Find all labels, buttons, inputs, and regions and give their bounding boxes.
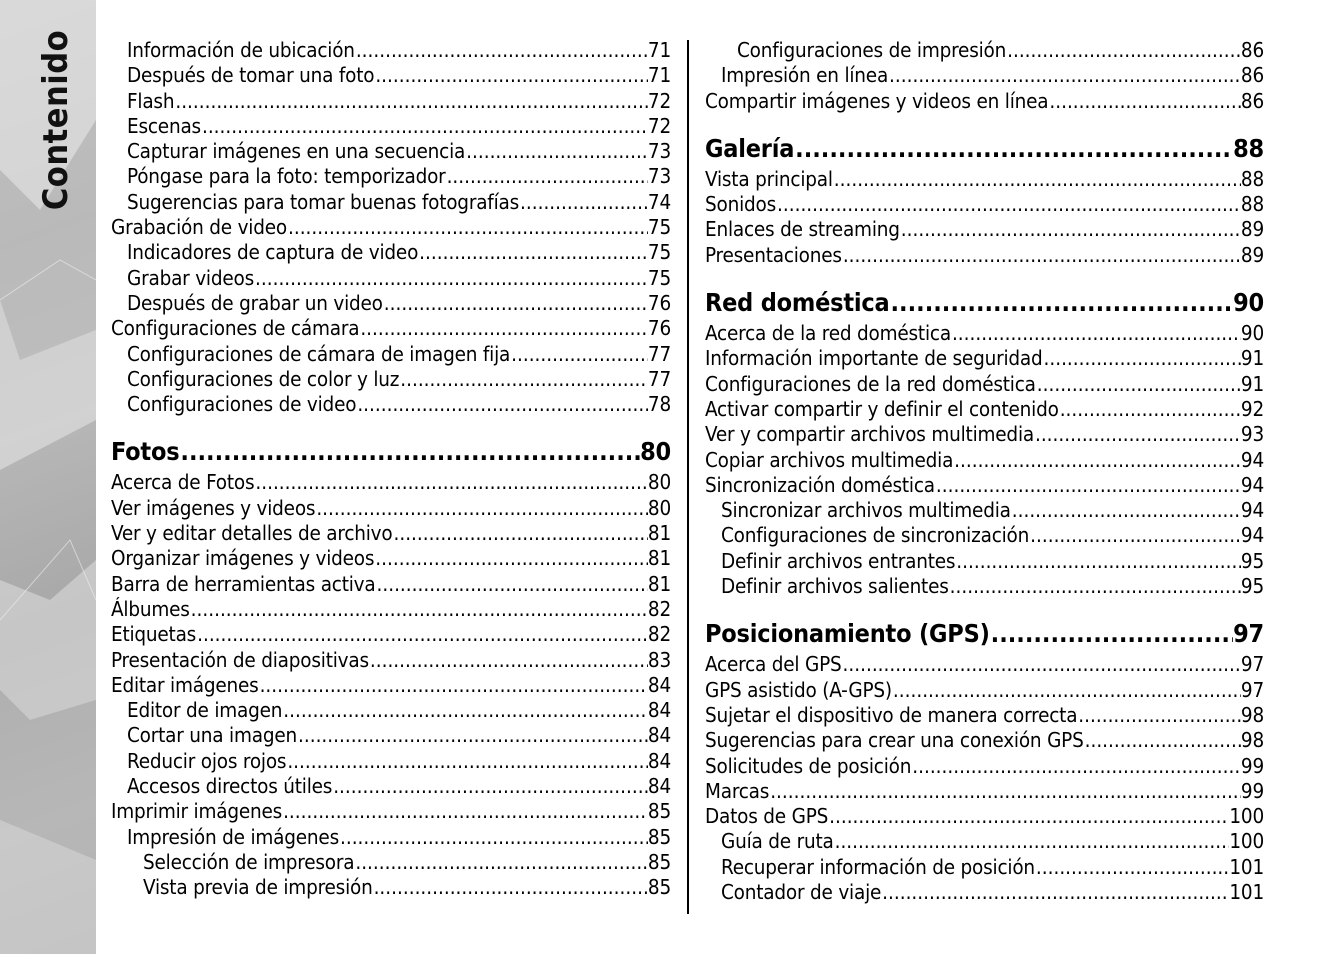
toc-leader-dots — [174, 89, 648, 114]
toc-leader-dots — [465, 139, 648, 164]
toc-leader-dots — [892, 678, 1241, 703]
toc-page-number: 76 — [647, 316, 671, 341]
toc-leader-dots — [519, 190, 648, 215]
toc-entry[interactable] — [705, 754, 1264, 779]
toc-entry[interactable] — [705, 523, 1264, 548]
toc-page-number: 94 — [1240, 447, 1264, 472]
toc-entry[interactable] — [705, 63, 1264, 88]
toc-page-number: 86 — [1240, 88, 1264, 113]
toc-page-number: 90 — [1240, 321, 1264, 346]
toc-entry-title: Red doméstica — [705, 288, 890, 318]
toc-page-number: 73 — [647, 139, 671, 164]
toc-leader-dots — [282, 698, 648, 723]
toc-page-number: 81 — [647, 521, 671, 546]
toc-leader-dots — [1029, 523, 1241, 548]
toc-leader-dots — [888, 63, 1241, 88]
toc-entry-title: Grabación de video — [111, 215, 287, 240]
toc-left-column — [111, 38, 671, 901]
toc-leader-dots — [1035, 855, 1229, 880]
toc-entry[interactable] — [111, 774, 671, 799]
toc-page-number: 71 — [647, 63, 671, 88]
toc-entry[interactable] — [111, 392, 671, 417]
toc-entry-title: Datos de GPS — [705, 804, 829, 829]
toc-entry-title: Configuraciones de cámara — [111, 316, 360, 341]
toc-page-number: 80 — [647, 470, 671, 495]
toc-entry-title: Galería — [705, 133, 795, 163]
toc-page-number: 88 — [1233, 133, 1264, 163]
toc-entry[interactable] — [111, 114, 671, 139]
toc-page-number: 75 — [647, 240, 671, 265]
toc-leader-dots — [282, 799, 648, 824]
toc-entry-title: Sonidos — [705, 192, 777, 217]
toc-page-number: 82 — [647, 622, 671, 647]
toc-entry-title: Configuraciones de video — [127, 392, 357, 417]
toc-entry[interactable] — [111, 139, 671, 164]
toc-entry-title: Póngase para la foto: temporizador — [127, 164, 446, 189]
toc-leader-dots — [951, 321, 1241, 346]
toc-entry-title: Imprimir imágenes — [111, 799, 283, 824]
toc-page-number: 85 — [647, 849, 671, 874]
toc-leader-dots — [1036, 372, 1241, 397]
toc-page-number: 95 — [1240, 574, 1264, 599]
toc-entry[interactable] — [705, 880, 1264, 905]
toc-leader-dots — [881, 880, 1229, 905]
toc-page-number: 97 — [1240, 652, 1264, 677]
toc-page-number: 94 — [1240, 498, 1264, 523]
toc-page-number: 99 — [1240, 753, 1264, 778]
toc-leader-dots — [355, 38, 648, 63]
toc-entry[interactable] — [705, 779, 1264, 804]
toc-leader-dots — [254, 470, 648, 495]
toc-leader-dots — [900, 217, 1241, 242]
toc-leader-dots — [373, 875, 648, 900]
toc-leader-dots — [376, 572, 648, 597]
toc-entry[interactable] — [705, 243, 1264, 268]
toc-entry[interactable] — [111, 875, 671, 900]
toc-page-number: 81 — [647, 571, 671, 596]
toc-entry[interactable] — [111, 291, 671, 316]
toc-page-number: 74 — [647, 189, 671, 214]
toc-page-number: 100 — [1229, 829, 1264, 854]
toc-page-number: 77 — [647, 341, 671, 366]
toc-leader-dots — [1043, 346, 1241, 371]
toc-entry-title: Indicadores de captura de video — [127, 240, 419, 265]
toc-leader-dots — [196, 622, 648, 647]
toc-section-heading[interactable] — [111, 435, 671, 470]
toc-entry-title: Barra de herramientas activa — [111, 571, 376, 596]
toc-section-heading[interactable] — [705, 617, 1264, 652]
toc-leader-dots — [374, 63, 648, 88]
toc-page-number: 82 — [647, 596, 671, 621]
toc-entry[interactable] — [705, 167, 1264, 192]
toc-page-number: 97 — [1240, 677, 1264, 702]
toc-entry[interactable] — [111, 316, 671, 341]
toc-entry[interactable] — [111, 496, 671, 521]
toc-entry[interactable] — [705, 473, 1264, 498]
toc-page-number: 92 — [1240, 396, 1264, 421]
toc-page-number: 83 — [647, 647, 671, 672]
toc-entry-title: Configuraciones de cámara de imagen fija — [127, 341, 511, 366]
toc-entry[interactable] — [111, 723, 671, 748]
toc-entry[interactable] — [111, 63, 671, 88]
toc-entry[interactable] — [111, 572, 671, 597]
toc-entry[interactable] — [111, 825, 671, 850]
toc-entry-title: Posicionamiento (GPS) — [705, 619, 990, 649]
toc-leader-dots — [315, 496, 648, 521]
toc-page-number: 89 — [1240, 217, 1264, 242]
toc-entry-title: Configuraciones de impresión — [737, 38, 1007, 62]
toc-page-number: 71 — [647, 38, 671, 62]
toc-page-number: 78 — [647, 392, 671, 417]
toc-entry-title: Escenas — [127, 113, 201, 138]
toc-entry[interactable] — [705, 217, 1264, 242]
toc-entry[interactable] — [705, 549, 1264, 574]
toc-entry-title: Solicitudes de posición — [705, 753, 912, 778]
toc-entry-title: Después de tomar una foto — [127, 63, 375, 88]
toc-leader-dots — [286, 749, 648, 774]
toc-page-number: 88 — [1240, 166, 1264, 191]
toc-entry[interactable] — [111, 190, 671, 215]
toc-entry-title: Guía de ruta — [721, 829, 834, 854]
toc-entry-title: Enlaces de streaming — [705, 217, 900, 242]
toc-entry-title: Sincronizar archivos multimedia — [721, 498, 1011, 523]
toc-entry[interactable] — [111, 546, 671, 571]
toc-leader-dots — [769, 779, 1241, 804]
toc-section-heading[interactable] — [705, 132, 1264, 167]
toc-leader-dots — [890, 286, 1234, 319]
toc-leader-dots — [1077, 703, 1241, 728]
toc-leader-dots — [955, 549, 1241, 574]
toc-leader-dots — [953, 448, 1241, 473]
toc-leader-dots — [510, 342, 648, 367]
toc-page-number: 101 — [1229, 880, 1264, 905]
toc-entry[interactable] — [111, 799, 671, 824]
toc-entry-title: Definir archivos entrantes — [721, 548, 956, 573]
toc-page-number: 100 — [1229, 804, 1264, 829]
toc-entry-title: Configuraciones de la red doméstica — [705, 371, 1036, 396]
toc-entry[interactable] — [111, 597, 671, 622]
toc-leader-dots — [190, 597, 648, 622]
toc-entry-title: Editar imágenes — [111, 672, 259, 697]
toc-entry[interactable] — [705, 448, 1264, 473]
toc-entry-title: Grabar videos — [127, 265, 255, 290]
toc-page-number: 84 — [647, 748, 671, 773]
toc-entry-title: Presentación de diapositivas — [111, 647, 369, 672]
toc-page-number: 98 — [1240, 728, 1264, 753]
toc-entry-title: Información de ubicación — [127, 38, 355, 62]
toc-page-number: 80 — [647, 495, 671, 520]
toc-page-number: 91 — [1240, 346, 1264, 371]
toc-entry-title: Álbumes — [111, 596, 190, 621]
toc-entry[interactable] — [111, 266, 671, 291]
toc-page-number: 76 — [647, 290, 671, 315]
toc-entry[interactable] — [111, 622, 671, 647]
toc-entry-title: Acerca de la red doméstica — [705, 321, 951, 346]
toc-leader-dots — [332, 774, 648, 799]
toc-entry[interactable] — [705, 652, 1264, 677]
toc-page-number: 91 — [1240, 371, 1264, 396]
toc-entry[interactable] — [705, 574, 1264, 599]
toc-entry[interactable] — [705, 397, 1264, 422]
toc-entry[interactable] — [111, 673, 671, 698]
toc-leader-dots — [1059, 397, 1241, 422]
toc-entry-title: Configuraciones de color y luz — [127, 366, 400, 391]
toc-entry-title: Presentaciones — [705, 242, 842, 267]
toc-entry[interactable] — [111, 698, 671, 723]
toc-leader-dots — [369, 648, 648, 673]
toc-entry[interactable] — [111, 850, 671, 875]
toc-entry[interactable] — [111, 342, 671, 367]
toc-entry-title: Selección de impresora — [143, 849, 355, 874]
toc-entry-title: Cortar una imagen — [127, 723, 297, 748]
toc-leader-dots — [1006, 38, 1241, 63]
toc-leader-dots — [949, 574, 1241, 599]
toc-entry[interactable] — [705, 498, 1264, 523]
toc-entry-title: Información importante de seguridad — [705, 346, 1043, 371]
toc-leader-dots — [418, 240, 648, 265]
toc-leader-dots — [842, 243, 1241, 268]
toc-page-number: 80 — [640, 437, 671, 467]
toc-page-number: 72 — [647, 88, 671, 113]
toc-page-number: 85 — [647, 875, 671, 900]
sidebar — [0, 0, 96, 954]
toc-entry-title: Vista principal — [705, 166, 833, 191]
toc-page-number: 77 — [647, 366, 671, 391]
toc-leader-dots — [1011, 498, 1241, 523]
toc-entry-title: Sugerencias para crear una conexión GPS — [705, 728, 1084, 753]
toc-leader-dots — [392, 521, 647, 546]
toc-entry[interactable] — [705, 422, 1264, 447]
toc-page-number: 72 — [647, 113, 671, 138]
toc-page-number: 88 — [1240, 192, 1264, 217]
toc-entry-title: Flash — [127, 88, 175, 113]
toc-leader-dots — [254, 266, 648, 291]
toc-entry[interactable] — [705, 728, 1264, 753]
toc-entry[interactable] — [705, 89, 1264, 114]
toc-leader-dots — [374, 546, 648, 571]
toc-entry-title: Sugerencias para tomar buenas fotografías — [127, 189, 520, 214]
toc-entry[interactable] — [111, 521, 671, 546]
toc-entry-title: Definir archivos salientes — [721, 574, 949, 599]
toc-page-number: 93 — [1240, 422, 1264, 447]
toc-entry-title: Ver imágenes y videos — [111, 495, 316, 520]
toc-entry[interactable] — [111, 38, 671, 63]
toc-entry[interactable] — [705, 321, 1264, 346]
toc-entry[interactable] — [111, 215, 671, 240]
toc-page-number: 101 — [1229, 854, 1264, 879]
toc-page-number: 89 — [1240, 242, 1264, 267]
toc-entry-title: Compartir imágenes y videos en línea — [705, 88, 1049, 113]
toc-entry-title: Ver y compartir archivos multimedia — [705, 422, 1034, 447]
toc-leader-dots — [834, 829, 1230, 854]
toc-entry-title: Organizar imágenes y videos — [111, 546, 375, 571]
toc-entry[interactable] — [111, 367, 671, 392]
toc-page-number: 94 — [1240, 523, 1264, 548]
toc-entry-title: Editor de imagen — [127, 698, 283, 723]
toc-entry-title: Configuraciones de sincronización — [721, 523, 1030, 548]
toc-entry-title: Marcas — [705, 778, 770, 803]
toc-page-number: 84 — [647, 723, 671, 748]
toc-entry[interactable] — [705, 192, 1264, 217]
toc-page-number: 75 — [647, 215, 671, 240]
toc-page-number: 81 — [647, 546, 671, 571]
toc-page-number: 86 — [1240, 63, 1264, 88]
toc-entry-title: Acerca del GPS — [705, 652, 842, 677]
toc-page-number: 86 — [1240, 38, 1264, 62]
toc-entry-title: Vista previa de impresión — [143, 875, 373, 900]
toc-section-heading[interactable] — [705, 286, 1264, 321]
toc-page-number: 90 — [1233, 288, 1264, 318]
toc-entry[interactable] — [111, 648, 671, 673]
toc-entry-title: Accesos directos útiles — [127, 774, 333, 799]
toc-leader-dots — [842, 652, 1241, 677]
toc-leader-dots — [359, 316, 648, 341]
toc-entry[interactable] — [111, 89, 671, 114]
toc-entry-title: Contador de viaje — [721, 880, 882, 905]
toc-leader-dots — [1048, 89, 1241, 114]
toc-right-column — [705, 38, 1264, 905]
toc-entry[interactable] — [705, 703, 1264, 728]
toc-entry[interactable] — [111, 240, 671, 265]
toc-leader-dots — [259, 673, 648, 698]
toc-leader-dots — [179, 435, 640, 468]
toc-page-number: 85 — [647, 824, 671, 849]
toc-leader-dots — [935, 473, 1241, 498]
toc-entry-title: Acerca de Fotos — [111, 470, 255, 495]
toc-leader-dots — [1084, 728, 1241, 753]
toc-leader-dots — [794, 132, 1233, 165]
toc-page-number: 84 — [647, 698, 671, 723]
toc-entry[interactable] — [705, 372, 1264, 397]
toc-leader-dots — [297, 723, 648, 748]
toc-entry-title: GPS asistido (A-GPS) — [705, 677, 892, 702]
toc-page-number: 84 — [647, 774, 671, 799]
toc-leader-dots — [1034, 422, 1241, 447]
toc-page-number: 73 — [647, 164, 671, 189]
toc-entry-title: Impresión de imágenes — [127, 824, 339, 849]
toc-leader-dots — [287, 215, 648, 240]
toc-page-number: 99 — [1240, 778, 1264, 803]
toc-entry[interactable] — [705, 38, 1264, 63]
toc-leader-dots — [833, 167, 1241, 192]
toc-entry-title: Etiquetas — [111, 622, 197, 647]
toc-leader-dots — [399, 367, 648, 392]
toc-entry-title: Fotos — [111, 437, 180, 467]
toc-leader-dots — [911, 754, 1241, 779]
column-divider — [687, 40, 689, 914]
toc-entry[interactable] — [111, 749, 671, 774]
toc-leader-dots — [354, 850, 648, 875]
toc-leader-dots — [356, 392, 648, 417]
toc-entry-title: Copiar archivos multimedia — [705, 447, 954, 472]
toc-entry-title: Reducir ojos rojos — [127, 748, 287, 773]
toc-entry-title: Activar compartir y definir el contenido — [705, 396, 1059, 421]
toc-entry-title: Recuperar información de posición — [721, 854, 1035, 879]
toc-leader-dots — [990, 617, 1233, 650]
toc-page-number: 98 — [1240, 702, 1264, 727]
toc-leader-dots — [339, 825, 648, 850]
toc-entry-title: Sincronización doméstica — [705, 472, 935, 497]
toc-entry-title: Capturar imágenes en una secuencia — [127, 139, 466, 164]
toc-leader-dots — [201, 114, 648, 139]
toc-page-number: 97 — [1233, 619, 1264, 649]
sidebar-title: Contenido — [36, 29, 76, 211]
toc-leader-dots — [383, 291, 648, 316]
toc-entry-title: Sujetar el dispositivo de manera correcta — [705, 702, 1078, 727]
toc-entry-title: Después de grabar un video — [127, 290, 383, 315]
toc-entry-title: Ver y editar detalles de archivo — [111, 521, 393, 546]
toc-leader-dots — [776, 192, 1241, 217]
toc-leader-dots — [828, 804, 1229, 829]
toc-page-number: 84 — [647, 672, 671, 697]
toc-leader-dots — [446, 164, 648, 189]
toc-entry-title: Impresión en línea — [721, 63, 889, 88]
toc-entry[interactable] — [705, 829, 1264, 854]
toc-page-number: 95 — [1240, 548, 1264, 573]
toc-entry[interactable] — [705, 678, 1264, 703]
toc-entry[interactable] — [111, 470, 671, 495]
toc-page-number: 85 — [647, 799, 671, 824]
toc-page-number: 75 — [647, 265, 671, 290]
toc-entry[interactable] — [705, 804, 1264, 829]
toc-entry[interactable] — [705, 855, 1264, 880]
toc-entry[interactable] — [111, 164, 671, 189]
toc-entry[interactable] — [705, 346, 1264, 371]
toc-page-number: 94 — [1240, 472, 1264, 497]
